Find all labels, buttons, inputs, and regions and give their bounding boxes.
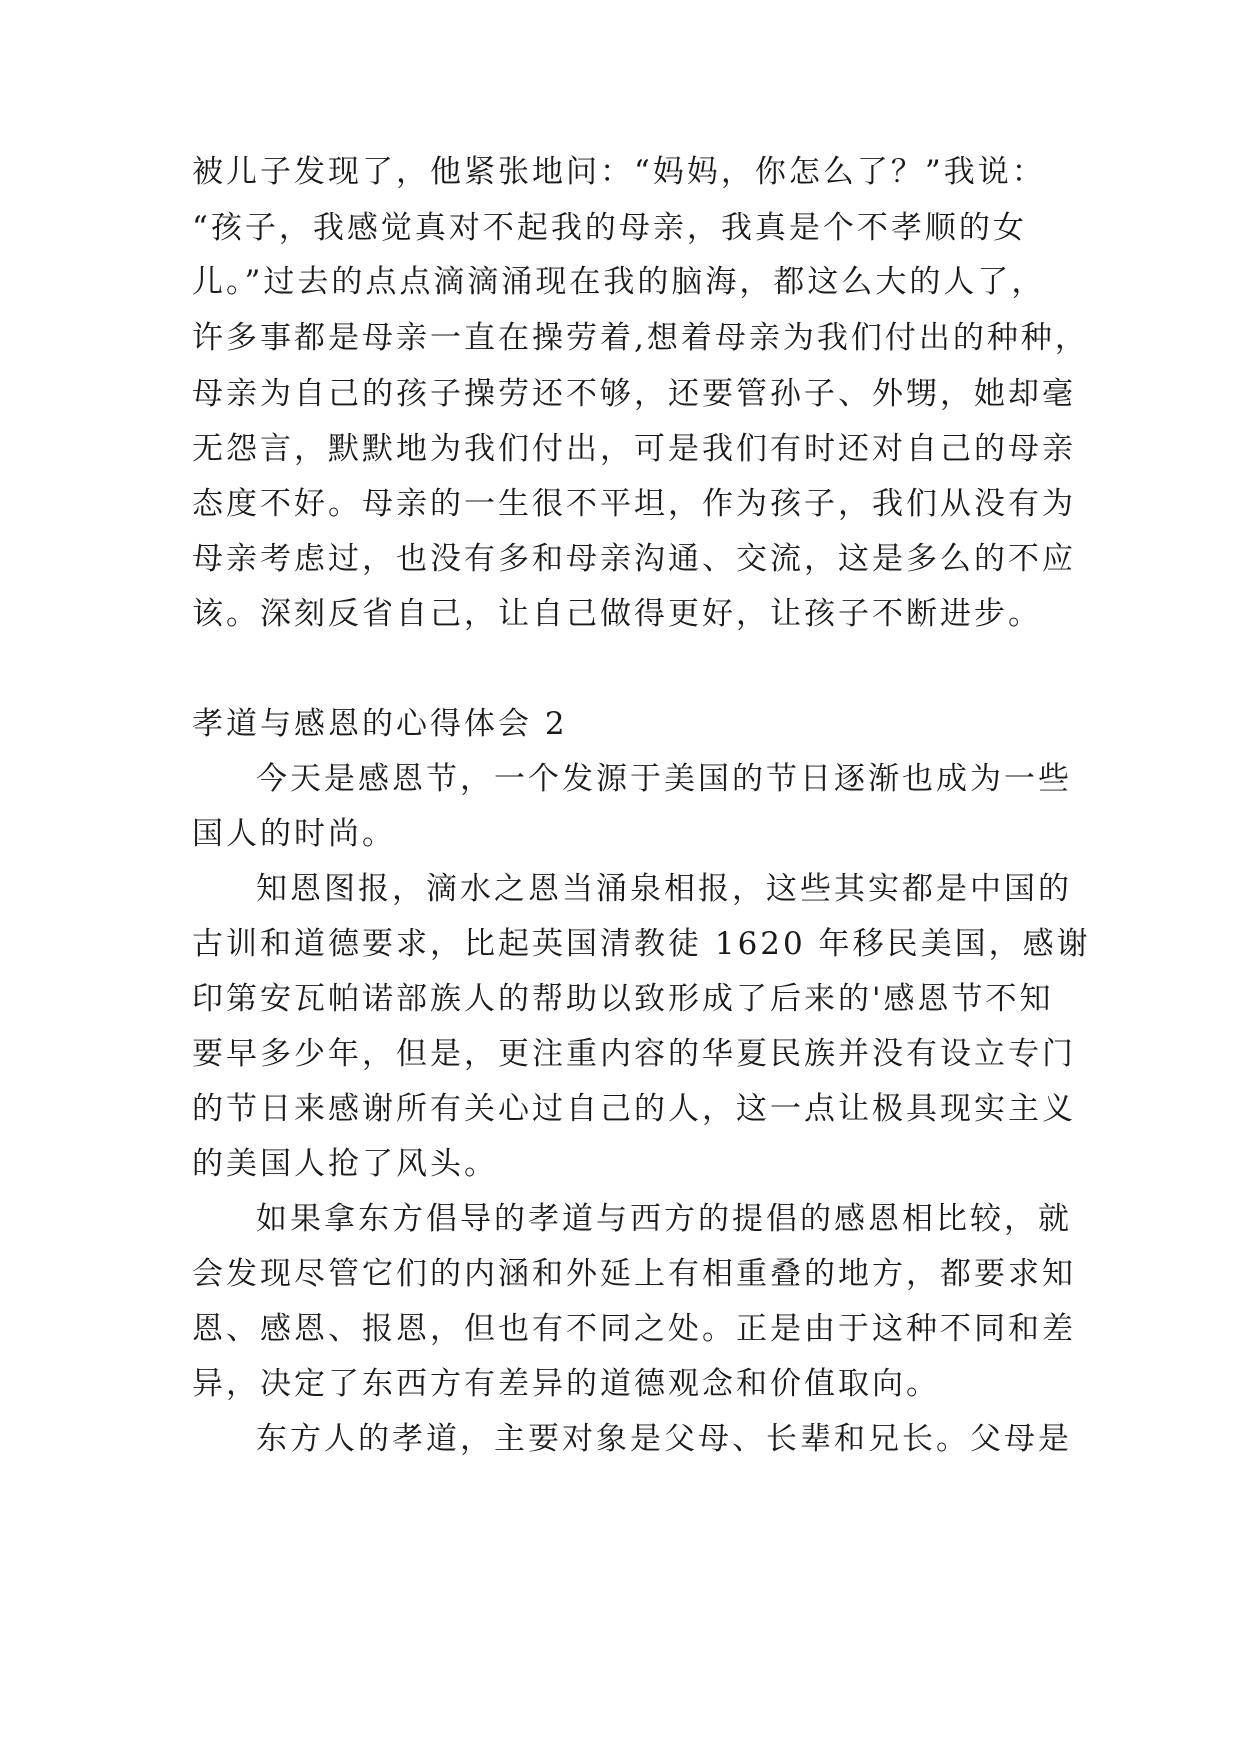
section-heading: 孝道与感恩的心得体会 2 [192, 706, 568, 742]
text-line: 东方人的孝道，主要对象是父母、长辈和兄长。父母是 [256, 1421, 1072, 1457]
text-line: 被儿子发现了，他紧张地问：“妈妈，你怎么了？”我说： [192, 154, 1046, 190]
text-line: 知恩图报，滴水之恩当涌泉相报，这些其实都是中国的 [256, 871, 1072, 907]
text-line: “孩子，我感觉真对不起我的母亲，我真是个不孝顺的女 [192, 210, 1027, 246]
text-line: 母亲考虑过，也没有多和母亲沟通、交流，这是多么的不应 [192, 541, 1076, 577]
text-line: 会发现尽管它们的内涵和外延上有相重叠的地方，都要求知 [192, 1256, 1076, 1292]
text-line: 的节日来感谢所有关心过自己的人，这一点让极具现实主义 [192, 1091, 1076, 1127]
text-line: 态度不好。母亲的一生很不平坦，作为孩子，我们从没有为 [192, 486, 1076, 522]
text-line: 许多事都是母亲一直在操劳着,想着母亲为我们付出的种种， [192, 320, 1089, 356]
text-line: 要早多少年，但是，更注重内容的华夏民族并没有设立专门 [192, 1036, 1076, 1072]
text-line: 异，决定了东西方有差异的道德观念和价值取向。 [192, 1366, 940, 1402]
text-line: 该。深刻反省自己，让自己做得更好，让孩子不断进步。 [192, 596, 1042, 632]
text-line: 恩、感恩、报恩，但也有不同之处。正是由于这种不同和差 [192, 1311, 1076, 1347]
text-line: 印第安瓦帕诺部族人的帮助以致形成了后来的'感恩节不知 [192, 981, 1054, 1017]
text-line: 今天是感恩节，一个发源于美国的节日逐渐也成为一些 [256, 761, 1072, 797]
text-line: 国人的时尚。 [192, 816, 396, 852]
text-line: 的美国人抢了风头。 [192, 1146, 498, 1182]
text-line: 古训和道德要求，比起英国清教徒 1620 年移民美国，感谢 [192, 926, 1091, 962]
text-line: 无怨言，默默地为我们付出，可是我们有时还对自己的母亲 [192, 431, 1076, 467]
text-line: 儿。”过去的点点滴滴涌现在我的脑海，都这么大的人了， [192, 264, 1046, 300]
text-line: 母亲为自己的孩子操劳还不够，还要管孙子、外甥，她却毫 [192, 376, 1076, 412]
text-line: 如果拿东方倡导的孝道与西方的提倡的感恩相比较，就 [256, 1201, 1072, 1237]
